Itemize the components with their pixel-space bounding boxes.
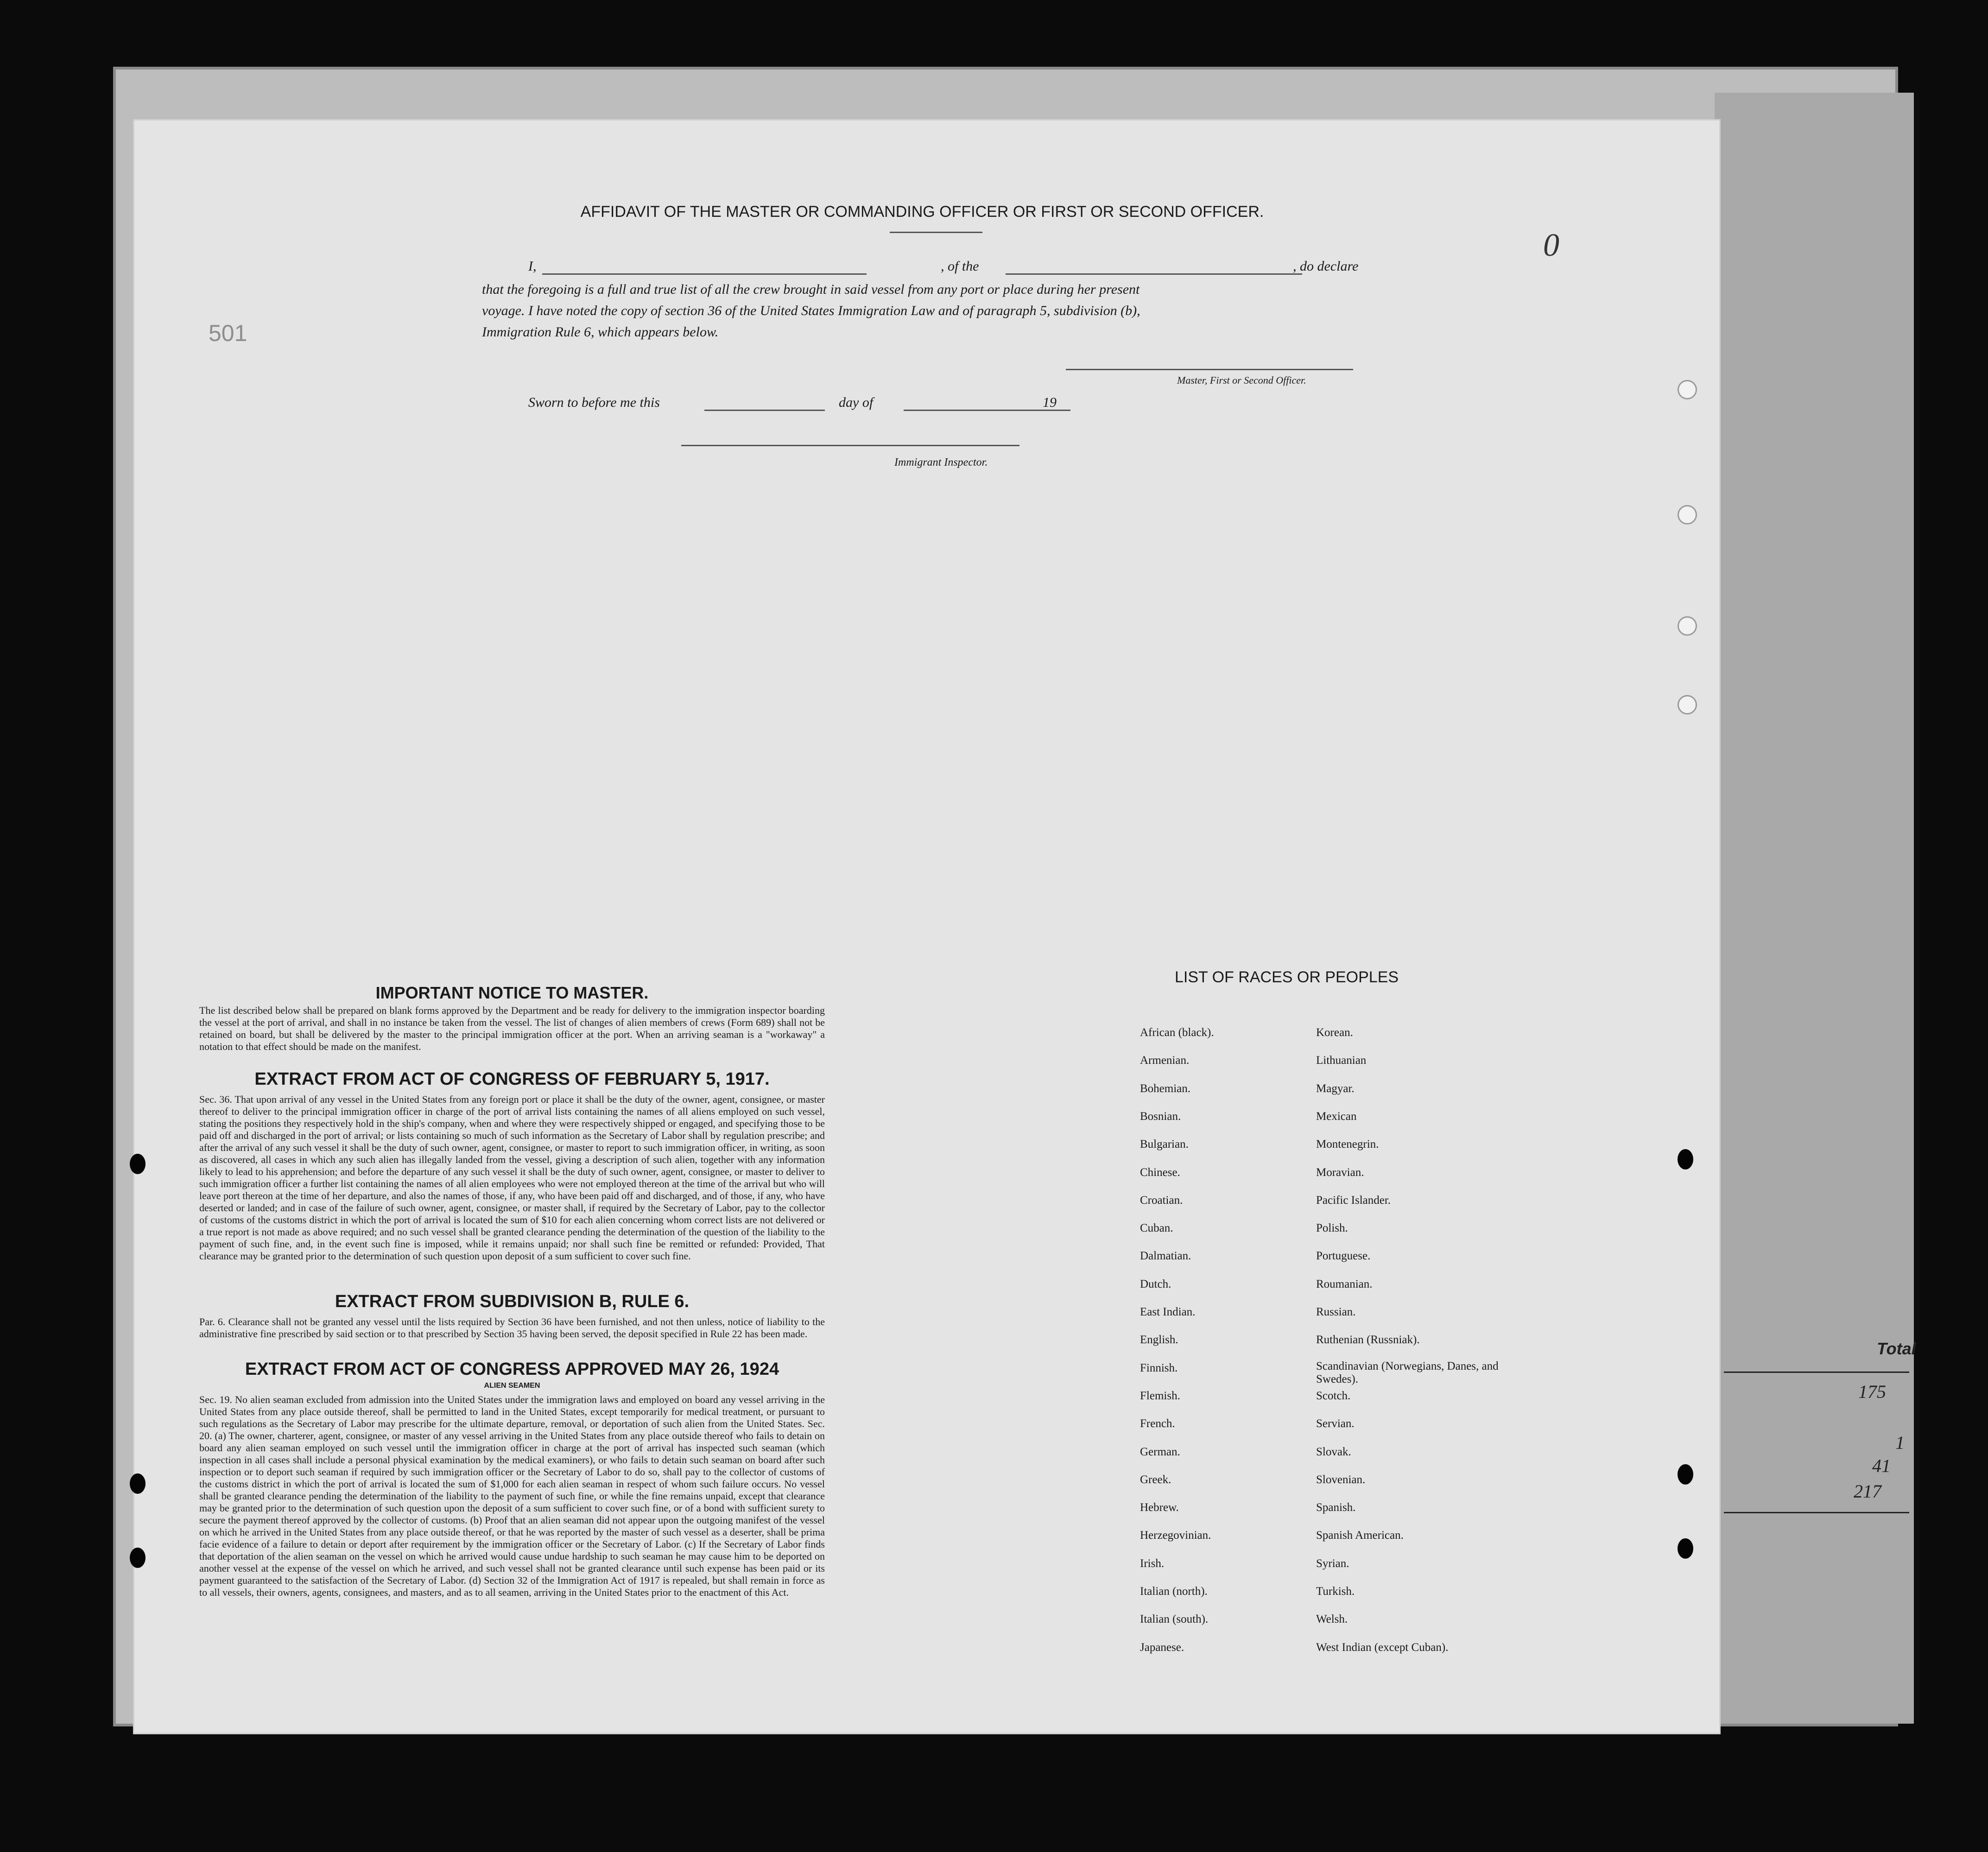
affidavit-line-3: voyage. I have noted the copy of section 36 of the United States Immigration Law and of paragraph 5, subdivision (b), xyxy=(482,303,1140,318)
race-item: Bohemian. xyxy=(1140,1082,1191,1095)
punch-hole xyxy=(1678,1538,1693,1559)
sworn-day-line xyxy=(704,410,825,411)
race-item: Irish. xyxy=(1140,1557,1165,1570)
race-item: Dalmatian. xyxy=(1140,1250,1191,1263)
race-item: German. xyxy=(1140,1445,1180,1458)
page-number-mark: 501 xyxy=(209,320,247,346)
extract-rule6-body: Par. 6. Clearance shall not be granted any vessel until the lists required by Section 36 have been furnished, and not then unless, notice of liability to the administrative fine prescribed by said section or to that prescribed by Section 35 having been served, the deposit specified in Rule 22 has been made. xyxy=(199,1316,825,1340)
inspector-label: Immigrant Inspector. xyxy=(894,456,988,468)
affidavit-page xyxy=(134,120,1719,1733)
extract-1924-subtitle: ALIEN SEAMEN xyxy=(484,1382,540,1390)
race-item: Italian (south). xyxy=(1140,1613,1209,1626)
signature-line xyxy=(1066,369,1353,370)
race-item: Polish. xyxy=(1316,1222,1348,1235)
race-item: Bosnian. xyxy=(1140,1110,1181,1123)
notice-body: The list described below shall be prepared on blank forms approved by the Department and be ready for delivery to the immigration inspector boarding the vessel at the port of arrival, and shall in no instance be taken from the vessel. The list of changes of alien members of crews (Form 689) shall not be retained on board, but shall be delivered by the master to the principal immigration officer at the port. When an arriving seaman is a "workaway" a notation to that effect should be made on the manifest. xyxy=(199,1005,825,1052)
race-item: Servian. xyxy=(1316,1417,1355,1430)
race-item: West Indian (except Cuban). xyxy=(1316,1641,1449,1654)
master-signature-label: Master, First or Second Officer. xyxy=(1177,374,1306,386)
race-item: Herzegovinian. xyxy=(1140,1529,1211,1542)
race-item: Moravian. xyxy=(1316,1166,1364,1179)
race-item: Armenian. xyxy=(1140,1054,1190,1067)
race-item: Syrian. xyxy=(1316,1557,1349,1570)
affidavit-line-2: that the foregoing is a full and true list of all the crew brought in said vessel from any port or place during her present xyxy=(482,282,1140,297)
race-item: Mexican xyxy=(1316,1110,1357,1123)
race-item: Roumanian. xyxy=(1316,1277,1373,1290)
race-item: Chinese. xyxy=(1140,1166,1180,1179)
race-item: Lithuanian xyxy=(1316,1054,1367,1067)
race-item: Slovenian. xyxy=(1316,1473,1366,1486)
extract-1917-title: EXTRACT FROM ACT OF CONGRESS OF FEBRUARY 5, 1917. xyxy=(254,1069,770,1089)
sworn-text: Sworn to before me this xyxy=(528,395,660,410)
race-item: Montenegrin. xyxy=(1316,1138,1379,1151)
punch-hole xyxy=(1678,616,1697,636)
extract-1917-body: Sec. 36. That upon arrival of any vessel in the United States from any foreign port or place it shall be the duty of the owner, agent, consignee, or master thereof to deliver to the principal immigration officer in charge of the port of arrival lists containing the names of all aliens employed on such vessel, stating the positions they respectively hold in the ship's company, when and where they were respectively shipped or engaged, and specifying those to be paid off and discharged in the port of arrival; or lists containing so much of such information as the Secretary of Labor shall by regulation prescribe; and after the arrival of any such vessel it shall be the duty of such owner, agent, consignee, or master to report to such immigration officer, in writing, as soon as discovered, all cases in which any such alien has illegally landed from the vessel, giving a description of such alien, together with any information likely to lead to his apprehension; and before the departure of any such vessel it shall be the duty of such owner, agent, consignee, or master to deliver to such immigration officer a further list containing the names of all alien employees who were not employed thereon at the time of the arrival but who will leave port thereon at the time of her departure, and also the names of those, if any, who have been paid off and discharged, and of those, if any, who have deserted or landed; and in case of the failure of such owner, agent, consignee, or master shall, if required by the Secretary of Labor, pay to the collector of customs of the customs district in which the port of arrival is located the sum of $10 for each alien concerning whom correct lists are not delivered or a true report is not made as above required; and no such vessel shall be granted clearance pending the determination of the question of the liability to the payment of such fine, and, in the event such fine is imposed, while it remains unpaid; nor shall such fine be remitted or refunded: Provided, That clearance may be granted prior to the determination of such question upon deposit of a sum sufficient to cover such fine. xyxy=(199,1094,825,1262)
extract-1924-title: EXTRACT FROM ACT OF CONGRESS APPROVED MAY 26, 1924 xyxy=(245,1359,779,1379)
punch-hole xyxy=(1678,1149,1693,1169)
punch-hole xyxy=(130,1473,146,1494)
race-item: Hebrew. xyxy=(1140,1501,1179,1514)
ledger-value-4: 217 xyxy=(1854,1481,1881,1502)
ledger-total-label: Total xyxy=(1877,1339,1916,1358)
punch-hole xyxy=(1678,380,1697,399)
race-item: Korean. xyxy=(1316,1026,1353,1039)
affidavit-i: I, xyxy=(528,259,537,274)
race-item: Scandinavian (Norwegians, Danes, and Swedes). xyxy=(1316,1359,1499,1385)
race-item: East Indian. xyxy=(1140,1306,1196,1318)
race-item: Spanish American. xyxy=(1316,1529,1404,1542)
race-item: Dutch. xyxy=(1140,1277,1171,1290)
corner-mark: 0 xyxy=(1543,228,1559,263)
race-item: Bulgarian. xyxy=(1140,1138,1189,1151)
race-item: Welsh. xyxy=(1316,1613,1348,1626)
race-item: Slovak. xyxy=(1316,1445,1351,1458)
race-item: Pacific Islander. xyxy=(1316,1194,1391,1207)
punch-hole xyxy=(1678,505,1697,525)
extract-1924-body: Sec. 19. No alien seaman excluded from admission into the United States under the immigration laws and employed on board any vessel arriving in the United States from any place outside thereof, shall be permitted to land in the United States, except temporarily for medical treatment, or pursuant to such regulations as the Secretary of Labor may prescribe for the ultimate departure, removal, or deportation of such alien from the United States. Sec. 20. (a) The owner, charterer, agent, consignee, or master of any vessel arriving in the United States from any place outside thereof who fails to detain on board any alien seaman employed on such vessel until the immigration officer in charge at the port of arrival has inspected such seaman (which inspection in all cases shall include a personal physical examination by the medical examiners), or who fails to detain such seaman on board after such inspection or to deport such seaman if required by such immigration officer or the Secretary of Labor to do so, shall pay to the collector of customs of the customs district in which the port of arrival is located the sum of $1,000 for each alien seaman in respect of whom such failure occurs. No vessel shall be granted clearance pending the determination of the liability to the payment of such fine, or while the fine remains unpaid, except that clearance may be granted prior to the determination of such question upon the deposit of a sum sufficient to cover such fine, or of a bond with sufficient surety to secure the payment thereof approved by the collector of customs. (b) Proof that an alien seaman did not appear upon the outgoing manifest of the vessel on which he arrived in the United States from any place outside thereof, or that he was reported by the master of such vessel as a deserter, shall be prima facie evidence of a failure to detain or deport after requirement by the immigration officer or the Secretary of Labor. (c) If the Secretary of Labor finds that deportation of the alien seaman on the vessel on which he arrived would cause undue hardship to such seaman he may cause him to be deported on another vessel at the expense of the vessel on which he arrived, and such vessel shall not be granted clearance until such expense has been paid or its payment guaranteed to the satisfaction of the Secretary of Labor. (d) Section 32 of the Immigration Act of 1917 is repealed, but shall remain in force as to all vessels, their owners, agents, consignees, and masters, and as to all seamen, arriving in the United States prior to the enactment of this Act. xyxy=(199,1394,825,1598)
affidavit-title: AFFIDAVIT OF THE MASTER OR COMMANDING OFFICER OR FIRST OR SECOND OFFICER. xyxy=(580,203,1264,221)
race-item: Japanese. xyxy=(1140,1641,1184,1654)
day-of-text: day of xyxy=(839,395,874,410)
race-item: English. xyxy=(1140,1334,1178,1346)
title-underline xyxy=(890,232,982,233)
race-item: Turkish. xyxy=(1316,1585,1355,1598)
race-item: Scotch. xyxy=(1316,1389,1351,1402)
inspector-line xyxy=(681,445,1019,446)
race-item: Flemish. xyxy=(1140,1389,1180,1402)
race-item: Croatian. xyxy=(1140,1194,1183,1207)
race-item: Cuban. xyxy=(1140,1222,1173,1235)
punch-hole xyxy=(1678,695,1697,714)
race-item: Ruthenian (Russniak). xyxy=(1316,1334,1420,1346)
year-text: 19 xyxy=(1043,395,1057,410)
race-item: French. xyxy=(1140,1417,1175,1430)
races-title: LIST OF RACES OR PEOPLES xyxy=(1175,968,1399,986)
extract-rule6-title: EXTRACT FROM SUBDIVISION B, RULE 6. xyxy=(335,1292,690,1311)
punch-hole xyxy=(130,1154,146,1174)
race-item: Magyar. xyxy=(1316,1082,1355,1095)
ledger-value-3: 41 xyxy=(1872,1455,1891,1476)
ledger-value-2: 1 xyxy=(1895,1432,1905,1453)
affidavit-line-4: Immigration Rule 6, which appears below. xyxy=(482,324,719,340)
race-item: Finnish. xyxy=(1140,1361,1178,1374)
notice-title: IMPORTANT NOTICE TO MASTER. xyxy=(375,983,649,1002)
vessel-line xyxy=(1006,273,1302,275)
race-item: Russian. xyxy=(1316,1306,1356,1318)
ledger-value-1: 175 xyxy=(1858,1381,1886,1402)
affidavit-declare: , do declare xyxy=(1293,259,1359,274)
punch-hole xyxy=(1678,1464,1693,1485)
race-item: Portuguese. xyxy=(1316,1250,1371,1263)
name-line xyxy=(542,273,867,275)
race-item: Greek. xyxy=(1140,1473,1171,1486)
race-item: African (black). xyxy=(1140,1026,1214,1039)
race-item: Italian (north). xyxy=(1140,1585,1208,1598)
punch-hole xyxy=(130,1548,146,1568)
affidavit-of-the: , of the xyxy=(941,259,979,274)
race-item: Spanish. xyxy=(1316,1501,1356,1514)
